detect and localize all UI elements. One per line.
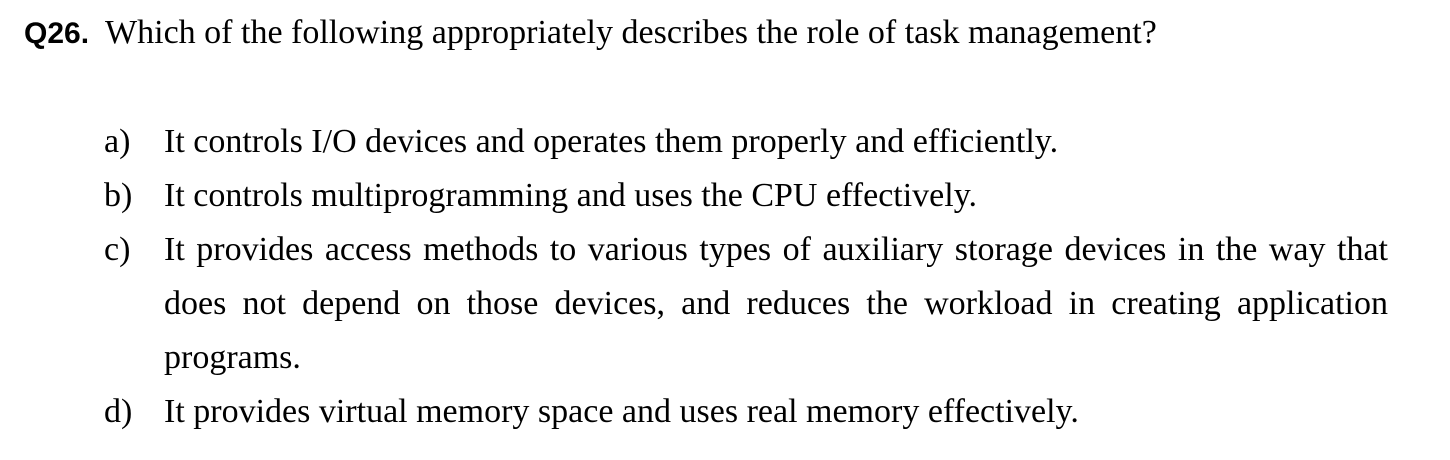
question-heading — [24, 10, 1424, 57]
option-letter: d) — [104, 393, 133, 430]
option-a — [104, 115, 1388, 169]
option-text: It provides virtual memory space and uses real memory effectively. — [164, 393, 1079, 430]
question-text: Which of the following appropriately describes the role of task management? — [105, 14, 1157, 51]
answer-options-list — [104, 115, 1388, 439]
option-letter: b) — [104, 177, 133, 214]
option-letter: a) — [104, 123, 131, 160]
option-text: It controls I/O devices and operates them properly and efficiently. — [164, 123, 1059, 160]
question-number: Q26. — [24, 17, 90, 50]
option-d — [104, 385, 1388, 439]
option-b — [104, 169, 1388, 223]
option-text: It provides access methods to various types of auxiliary storage devices in the way that does not depend on those devices, and reduces the workload in creating application programs. — [164, 231, 1388, 376]
option-c — [104, 223, 1388, 385]
option-text: It controls multiprogramming and uses the CPU effectively. — [164, 177, 978, 214]
option-letter: c) — [104, 231, 131, 268]
